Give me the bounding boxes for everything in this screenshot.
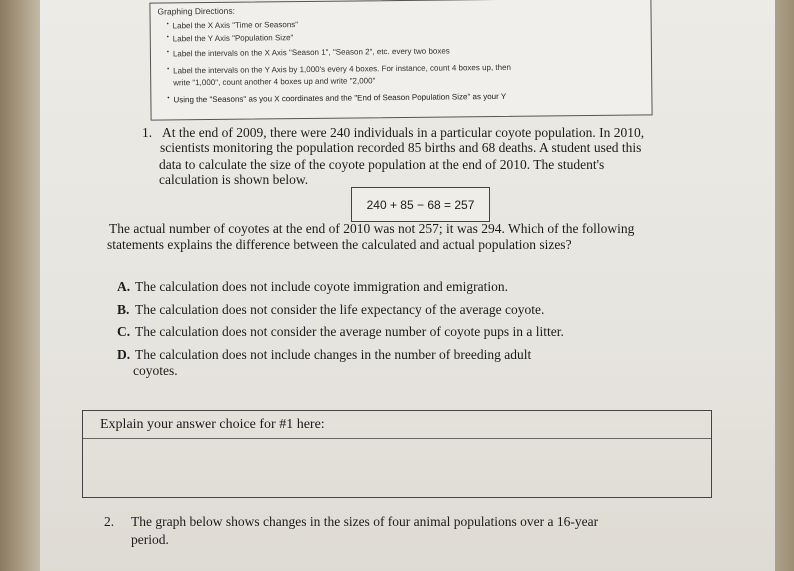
direction-item: • Label the intervals on the X Axis "Season 1", "Season 2", etc. every two boxes	[166, 46, 450, 59]
answer-choice-a[interactable]: A. The calculation does not include coyote immigration and emigration.	[117, 279, 509, 294]
explain-divider	[83, 438, 711, 439]
question-1-followup: statements explains the difference between the calculated and actual population sizes?	[107, 237, 572, 252]
question-1-followup: The actual number of coyotes at the end of 2010 was not 257; it was 294. Which of the following	[109, 221, 635, 236]
explain-answer-box[interactable]	[82, 410, 712, 498]
answer-choice-d-continued: coyotes.	[133, 363, 178, 378]
question-1-line: At the end of 2009, there were 240 individuals in a particular coyote population. In 2010,	[162, 125, 645, 140]
answer-choice-b[interactable]: B. The calculation does not consider the life expectancy of the average coyote.	[117, 302, 545, 317]
answer-choice-c[interactable]: C. The calculation does not consider the average number of coyote pups in a litter.	[117, 324, 564, 339]
direction-item: • Using the "Seasons" as you X coordinates and the "End of Season Population Size" as your Y	[167, 91, 507, 105]
direction-item: • Label the X Axis "Time or Seasons"	[166, 20, 299, 31]
directions-title: Graphing Directions:	[157, 5, 236, 17]
question-1-number: 1.	[142, 125, 153, 140]
explain-label: Explain your answer choice for #1 here:	[100, 417, 325, 432]
answer-choice-d[interactable]: D. The calculation does not include changes in the number of breeding adult	[117, 347, 532, 362]
question-1-line: data to calculate the size of the coyote population at the end of 2010. The student's	[159, 157, 605, 172]
direction-item: • Label the intervals on the Y Axis by 1,000's every 4 boxes. For instance, count 4 boxes up, then	[167, 62, 512, 76]
direction-item: • Label the Y Axis "Population Size"	[166, 33, 294, 44]
question-2-line: period.	[131, 532, 169, 547]
direction-item-continued: write "1,000", count another 4 boxes up and write "2,000"	[173, 76, 376, 88]
question-1-line: scientists monitoring the population recorded 85 births and 68 deaths. A student used this	[160, 140, 642, 155]
question-2-number: 2.	[104, 514, 115, 529]
calculation-text: 240 + 85 − 68 = 257	[366, 197, 475, 212]
calculation-box	[351, 187, 490, 222]
question-1-line: calculation is shown below.	[159, 172, 309, 187]
question-2-line: The graph below shows changes in the sizes of four animal populations over a 16-year	[131, 514, 599, 529]
